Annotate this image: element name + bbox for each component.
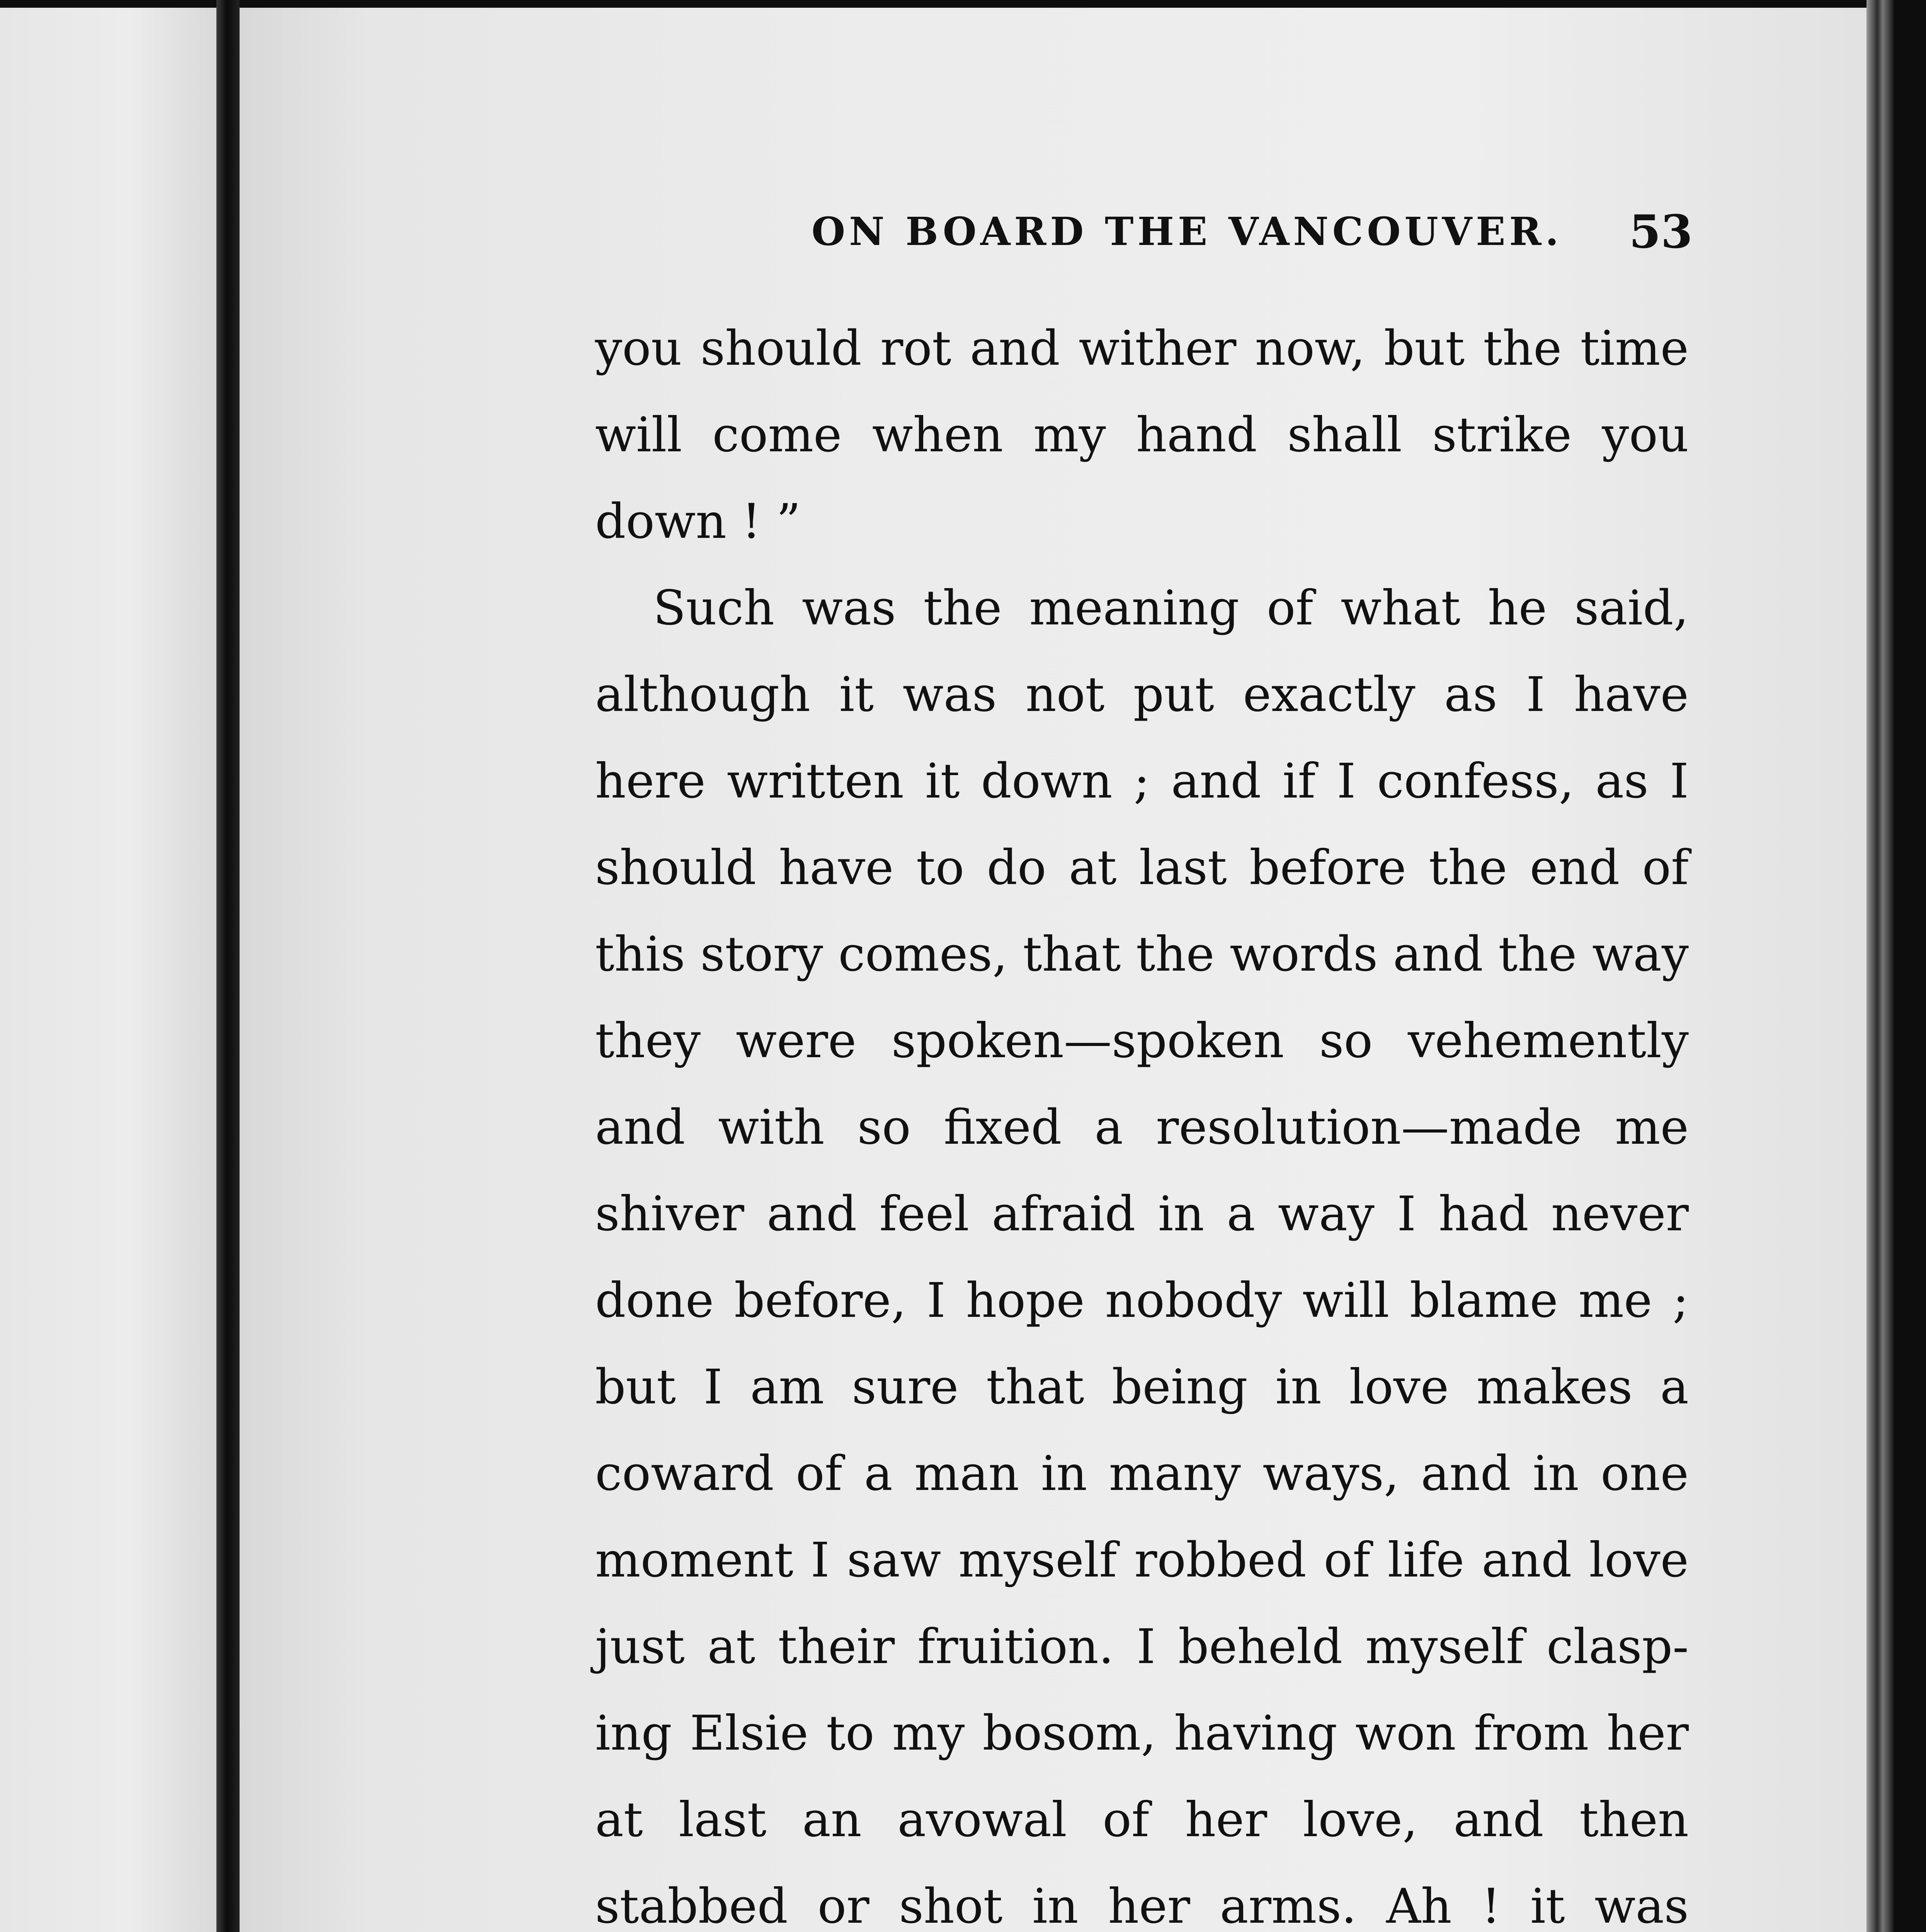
text-line: they were spoken—spoken so vehemently xyxy=(595,1013,1689,1069)
text-line: and with so fixed a resolution—made me xyxy=(595,1100,1689,1155)
page-header xyxy=(595,201,1693,263)
text-line: this story comes, that the words and the way xyxy=(595,927,1689,982)
body-text xyxy=(595,305,1689,1932)
text-line: shiver and feel afraid in a way I had never xyxy=(595,1186,1689,1242)
text-line: moment I saw myself robbed of life and love xyxy=(595,1532,1689,1588)
text-line: stabbed or shot in her arms. Ah ! it was xyxy=(595,1879,1689,1932)
text-line: although it was not put exactly as I have xyxy=(595,667,1689,723)
text-line: should have to do at last before the end of xyxy=(595,840,1689,896)
text-line: just at their fruition. I beheld myself clasp- xyxy=(595,1619,1689,1675)
text-line: coward of a man in many ways, and in one xyxy=(595,1446,1689,1502)
page-edge xyxy=(1866,0,1894,1932)
text-line: here written it down ; and if I confess, as I xyxy=(595,753,1689,809)
text-line: Such was the meaning of what he said, xyxy=(653,580,1689,636)
running-head: ON BOARD THE VANCOUVER. xyxy=(812,209,1563,254)
text-line: ing Elsie to my bosom, having won from her xyxy=(595,1706,1689,1761)
text-line: done before, I hope nobody will blame me ; xyxy=(595,1273,1689,1328)
text-line: will come when my hand shall strike you xyxy=(595,407,1689,463)
text-line: but I am sure that being in love makes a xyxy=(595,1359,1689,1415)
page-number: 53 xyxy=(1629,205,1693,259)
text-line: down ! ” xyxy=(595,494,801,549)
text-line: at last an avowal of her love, and then xyxy=(595,1792,1689,1848)
text-line: you should rot and wither now, but the time xyxy=(595,321,1689,376)
facing-page xyxy=(0,8,216,1932)
binding-gutter xyxy=(216,0,240,1932)
